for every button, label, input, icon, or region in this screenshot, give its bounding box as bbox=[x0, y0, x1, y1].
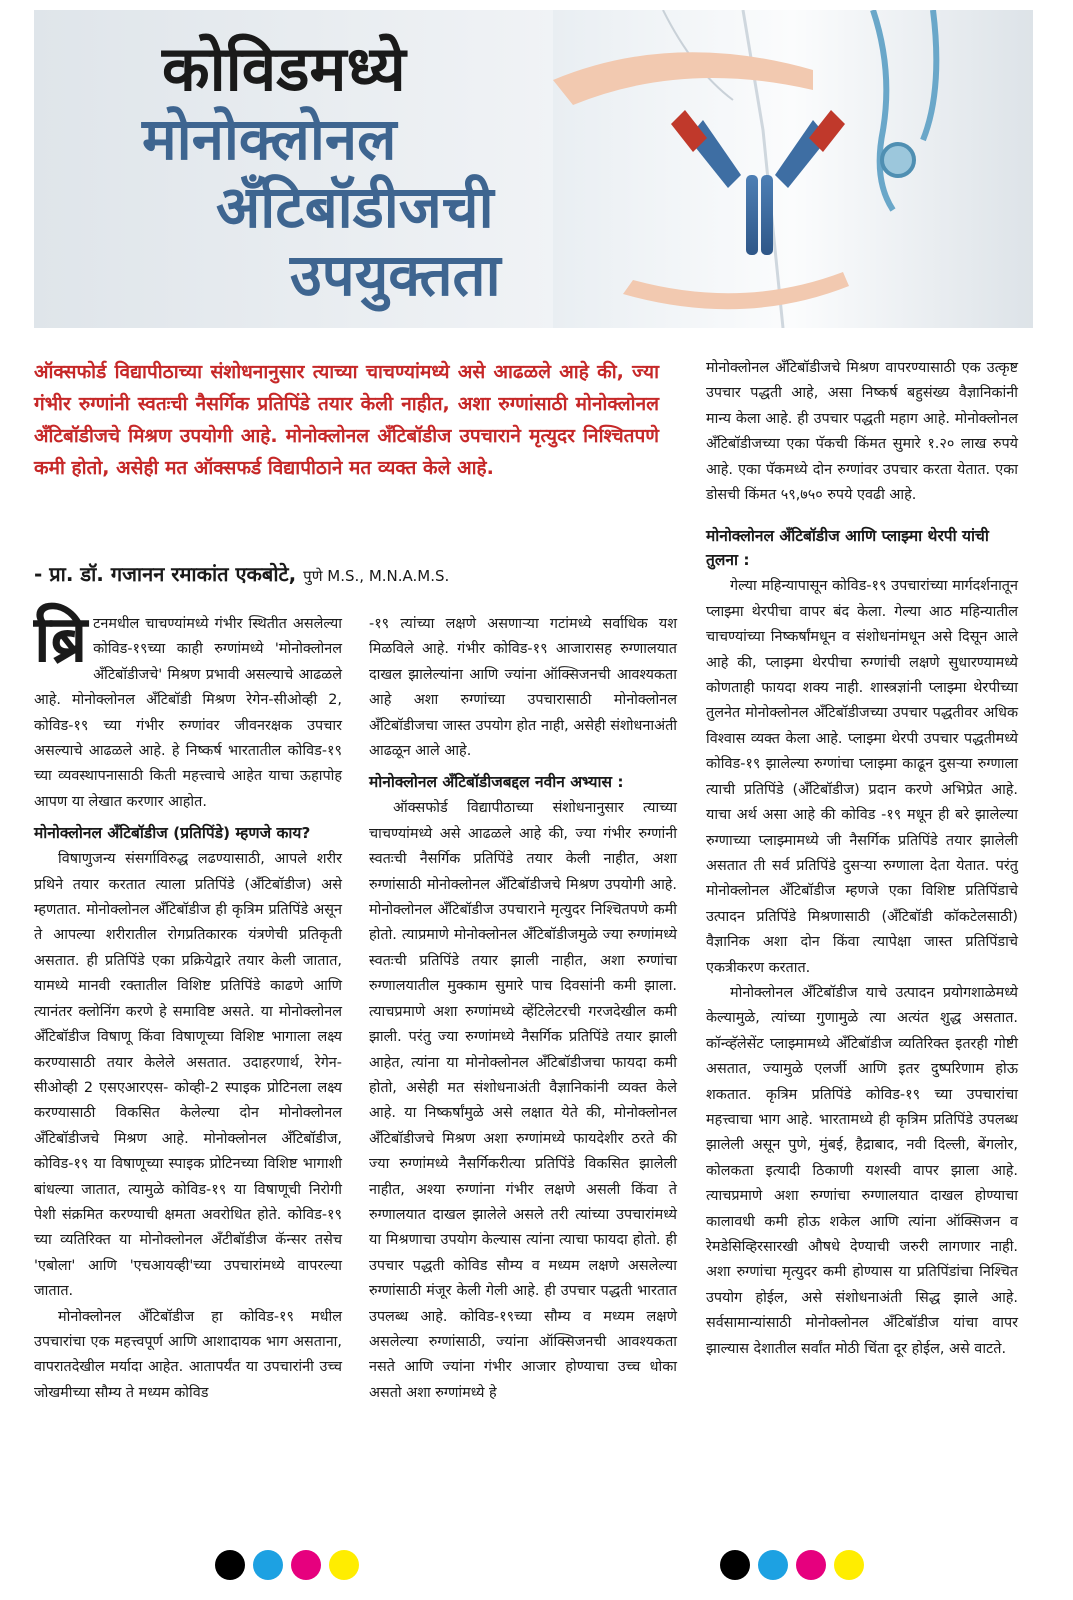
registration-dot bbox=[834, 1550, 864, 1580]
headline-line-1: कोविडमध्ये bbox=[162, 32, 406, 105]
column-paragraph: विषाणुजन्य संसर्गाविरुद्ध लढण्यासाठी, आपले शरीर प्रथिने तयार करतात त्याला प्रतिपिंडे (अँटिबॉडीज) असे म्हणतात. मोनोक्लोनल अँटिबॉडीज ही कृत्रिम प्रतिपिंडे असून ते आपल्या शरीरातील रोगप्रतिकारक यंत्रणेची प्रतिकृती असतात. ही प्रतिपिंडे एका प्रक्रियेद्वारे तयार केली जातात, यामध्ये मानवी रक्तातील विशिष्ट प्रतिपिंडे काढणे आणि त्यानंतर क्लोनिंग करणे हे समाविष्ट असते. या मोनोक्लोनल अँटिबॉडीज विषाणू किंवा विषाणूच्या विशिष्ट भागाला लक्ष्य करण्यासाठी तयार केलेले असतात. उदाहरणार्थ, रेगेन-सीओव्ही 2 एसएआरएस- कोव्ही-2 स्पाइक प्रोटिनला लक्ष्य करण्यासाठी विकसित केलेल्या दोन मोनोक्लोनल अँटिबॉडीजचे मिश्रण आहे. मोनोक्लोनल अँटिबॉडीज, कोविड-१९ या विषाणूच्या स्पाइक प्रोटिनच्या विशिष्ट भागाशी बांधल्या जातात, त्यामुळे कोविड-१९ या विषाणूची निरोगी पेशी संक्रमित करण्याची क्षमता अवरोधित होते. कोविड-१९ च्या व्यतिरिक्त या मोनोक्लोनल अँटीबॉडीज कॅन्सर तसेच 'एबोला' आणि 'एचआयव्ही'च्या उपचारांमध्ये वापरल्या जातात. bbox=[34, 851, 342, 1300]
column-paragraph: ऑक्सफोर्ड विद्यापीठाच्या संशोधनानुसार त्याच्या चाचण्यांमध्ये असे आढळले आहे की, ज्या गंभीर रुग्णांनी स्वतःची नैसर्गिक प्रतिपिंडे तयार केली नाहीत, अशा रुग्णांसाठी मोनोक्लोनल अँटिबॉडीजचे मिश्रण उपयोगी आहे. मोनोक्लोनल अँटिबॉडीज उपचाराने मृत्युदर निश्चितपणे कमी होतो. त्याप्रमाणे मोनोक्लोनल अँटिबॉडीजमुळे ज्या रुग्णांमध्ये स्वतःची प्रतिपिंडे तयार झाली नाहीत, अशा रुग्णांचा रुग्णालयातील मुक्काम सुमारे पाच दिवसांनी कमी झाला. त्याचप्रमाणे अशा रुग्णांमध्ये व्हेंटिलेटरची गरजदेखील कमी झाली. परंतु ज्या रुग्णांमध्ये नैसर्गिक प्रतिपिंडे तयार झाली आहेत, त्यांना या मोनोक्लोनल अँटिबॉडीजचा फायदा कमी होतो, असेही मत संशोधनाअंती वैज्ञानिकांनी व्यक्त केले आहे. या निष्कर्षांमुळे असे लक्षात येते की, मोनोक्लोनल अँटिबॉडीजचे मिश्रण अशा रुग्णांमध्ये फायदेशीर ठरते की ज्या रुग्णांमध्ये नैसर्गिकरीत्या प्रतिपिंडे विकसित झालेली नाहीत, अश्या रुग्णांना गंभीर लक्षणे असली किंवा ते रुग्णालयात दाखल झालेले असले तरी त्यांच्या उपचारांमध्ये या मिश्रणाचा उपयोग केल्यास त्यांना त्याचा फायदा होतो. ही उपचार पद्धती कोविड सौम्य व मध्यम लक्षणे असलेल्या रुग्णांसाठी मंजूर केली गेली आहे. ही उपचार पद्धती भारतात उपलब्ध आहे. कोविड-१९च्या सौम्य व मध्यम लक्षणे असलेल्या रुग्णांसाठी, ज्यांना ऑक्सिजनची आवश्यकता नसते आणि ज्यांना गंभीर आजार होण्याचा उच्च धोका असतो अशा रुग्णांमध्ये हे bbox=[369, 800, 677, 1401]
headline-line-3: अँटिबॉडीजची bbox=[216, 173, 494, 241]
column-paragraph: मोनोक्लोनल अँटिबॉडीजचे मिश्रण वापरण्यासाठी एक उत्कृष्ट उपचार पद्धती आहे, असा निष्कर्ष बहुसंख्य वैज्ञानिकांनी मान्य केला आहे. ही उपचार पद्धती महाग आहे. मोनोक्लोनल अँटिबॉडीजच्या एका पॅकची किंमत सुमारे १.२० लाख रुपये आहे. एका पॅकमध्ये दोन रुग्णांवर उपचार करता येतात. एका डोसची किंमत ५९,७५० रुपये एवढी आहे. bbox=[706, 360, 1018, 504]
column-paragraph: -१९ त्यांच्या लक्षणे असणाऱ्या गटांमध्ये सर्वाधिक यश मिळविले आहे. गंभीर कोविड-१९ आजारासह रुग्णालयात दाखल झालेल्यांना आणि ज्यांना ऑक्सिजनची आवश्यकता आहे अशा रुग्णांच्या उपचारासाठी मोनोक्लोनल अँटिबॉडीजचा जास्त उपयोग होत नाही, असेही संशोधनाअंती आढळून आले आहे. bbox=[369, 616, 677, 760]
column-paragraph: ब्रि टनमधील चाचण्यांमध्ये गंभीर स्थितीत असलेल्या कोविड-१९च्या काही रुग्णांमध्ये 'मोनोक्लोनल अँटिबॉडीजचे' मिश्रण प्रभावी असल्याचे आढळले आहे. मोनोक्लोनल अँटिबॉडी मिश्रण रेगेन-सीओव्ही 2, कोविड-१९ च्या गंभीर रुग्णांवर जीवनरक्षक उपचार असल्याचे आढळले आहे. हे निष्कर्ष भारतातील कोविड-१९ च्या व्यवस्थापनासाठी किती महत्त्वाचे आहेत याचा ऊहापोह आपण या लेखात करणार आहोत. bbox=[34, 603, 342, 810]
author-name: - प्रा. डॉ. गजानन रमाकांत एकबोटे, bbox=[34, 562, 297, 586]
registration-dot bbox=[720, 1550, 750, 1580]
header-banner bbox=[34, 10, 1033, 328]
column-paragraph: मोनोक्लोनल अँटिबॉडीज हा कोविड-१९ मधील उपचारांचा एक महत्त्वपूर्ण आणि आशादायक भाग असताना, वापरातदेखील मर्यादा आहेत. आतापर्यंत या उपचारांनी उच्च जोखमीच्या सौम्य ते मध्यम कोविड bbox=[34, 1308, 342, 1401]
section-heading: मोनोक्लोनल अँटिबॉडीज आणि प्लाझ्मा थेरपी यांची तुलना : bbox=[706, 527, 989, 570]
doctor-illustration bbox=[513, 10, 1033, 328]
lead-paragraph: ऑक्सफोर्ड विद्यापीठाच्या संशोधनानुसार त्याच्या चाचण्यांमध्ये असे आढळले आहे की, ज्या गंभीर रुग्णांनी स्वतःची नैसर्गिक प्रतिपिंडे तयार केली नाहीत, अशा रुग्णांसाठी मोनोक्लोनल अँटिबॉडीजचे मिश्रण उपयोगी आहे. मोनोक्लोनल अँटिबॉडीज उपचाराने मृत्युदर निश्चितपणे कमी होतो, असेही मत ऑक्सफर्ड विद्यापीठाने मत व्यक्त केले आहे. bbox=[34, 361, 659, 479]
section-heading: मोनोक्लोनल अँटिबॉडीज (प्रतिपिंडे) म्हणजे काय? bbox=[34, 824, 311, 843]
headline-line-2: मोनोक्लोनल bbox=[142, 105, 397, 173]
article-column-2 bbox=[369, 612, 677, 1406]
section-heading: मोनोक्लोनल अँटिबॉडीजबद्दल नवीन अभ्यास : bbox=[369, 773, 624, 792]
column-paragraph: मोनोक्लोनल अँटिबॉडीज याचे उत्पादन प्रयोगशाळेमध्ये केल्यामुळे, त्यांच्या गुणामुळे त्या अत्यंत शुद्ध असतात. कॉन्व्हॅलेसेंट प्लाझ्मामध्ये अँटिबॉडीज व्यतिरिक्त इतरही गोष्टी असतात, ज्यामुळे एलर्जी आणि इतर दुष्परिणाम होऊ शकतात. कृत्रिम प्रतिपिंडे कोविड-१९ च्या उपचारांचा महत्त्वाचा भाग आहे. भारतामध्ये ही कृत्रिम प्रतिपिंडे उपलब्ध झालेली असून पुणे, मुंबई, हैद्राबाद, नवी दिल्ली, बेंगलोर, कोलकता इत्यादी ठिकाणी यशस्वी वापर झाला आहे. त्याचप्रमाणे अशा रुग्णांचा रुग्णालयात दाखल होण्याचा कालावधी कमी होऊ शकेल आणि त्यांना ऑक्सिजन व रेमडेसिव्हिरसारखी औषधे देण्याची जरुरी लागणार नाही. अशा रुग्णांचा मृत्युदर कमी होण्यास या प्रतिपिंडांचा निश्चित उपयोग होईल, असे संशोधनाअंती सिद्ध झाले आहे. सर्वसामान्यांसाठी मोनोक्लोनल अँटिबॉडीज यांचा वापर झाल्यास देशातील सर्वांत मोठी चिंता दूर होईल, असे वाटते. bbox=[706, 984, 1018, 1357]
registration-dot bbox=[796, 1550, 826, 1580]
headline-line-4: उपयुक्तता bbox=[290, 241, 501, 309]
author-location: पुणे M.S., M.N.A.M.S. bbox=[303, 567, 450, 585]
article-column-3 bbox=[706, 356, 1018, 1362]
article-column-1 bbox=[34, 603, 342, 1406]
registration-dot bbox=[329, 1550, 359, 1580]
registration-marks-left bbox=[215, 1550, 359, 1580]
registration-dot bbox=[291, 1550, 321, 1580]
registration-dot bbox=[215, 1550, 245, 1580]
registration-dot bbox=[758, 1550, 788, 1580]
drop-cap: ब्रि bbox=[34, 603, 88, 677]
byline bbox=[34, 560, 674, 587]
column-paragraph: गेल्या महिन्यापासून कोविड-१९ उपचारांच्या मार्गदर्शनातून प्लाझ्मा थेरपीचा वापर बंद केला. गेल्या आठ महिन्यातील चाचण्यांच्या निष्कर्षांमधून व संशोधनांमधून असे दिसून आले आहे की, प्लाझ्मा थेरपीचा रुग्णांची लक्षणे सुधारण्यामध्ये कोणताही फायदा शक्य नाही. शास्त्रज्ञांनी प्लाझ्मा थेरपीच्या तुलनेत मोनोक्लोनल अँटिबॉडीजच्या उपचार पद्धतीवर अधिक विश्वास व्यक्त केला आहे. प्लाझ्मा थेरपी उपचार पद्धतीमध्ये कोविड-१९ झालेल्या रुग्णांचा प्लाझ्मा काढून दुसऱ्या रुग्णाला त्याची प्रतिपिंडे (अँटिबॉडीज) प्रदान करणे अभिप्रेत आहे. याचा अर्थ असा आहे की कोविड -१९ मधून ही बरे झालेल्या रुग्णाच्या प्लाझ्मामध्ये जी नैसर्गिक प्रतिपिंडे तयार झालेली असतात ती सर्व प्रतिपिंडे दुसऱ्या रुग्णाला देता येतात. परंतु मोनोक्लोनल अँटिबॉडीज म्हणजे एका विशिष्ट प्रतिपिंडाचे उत्पादन प्रतिपिंडे मिश्रणासाठी (अँटिबॉडी कॉकटेलसाठी) वैज्ञानिक अशा दोन किंवा त्यापेक्षा जास्त प्रतिपिंडाचे एकत्रीकरण करतात. bbox=[706, 578, 1018, 976]
registration-dot bbox=[253, 1550, 283, 1580]
registration-marks-right bbox=[720, 1550, 864, 1580]
